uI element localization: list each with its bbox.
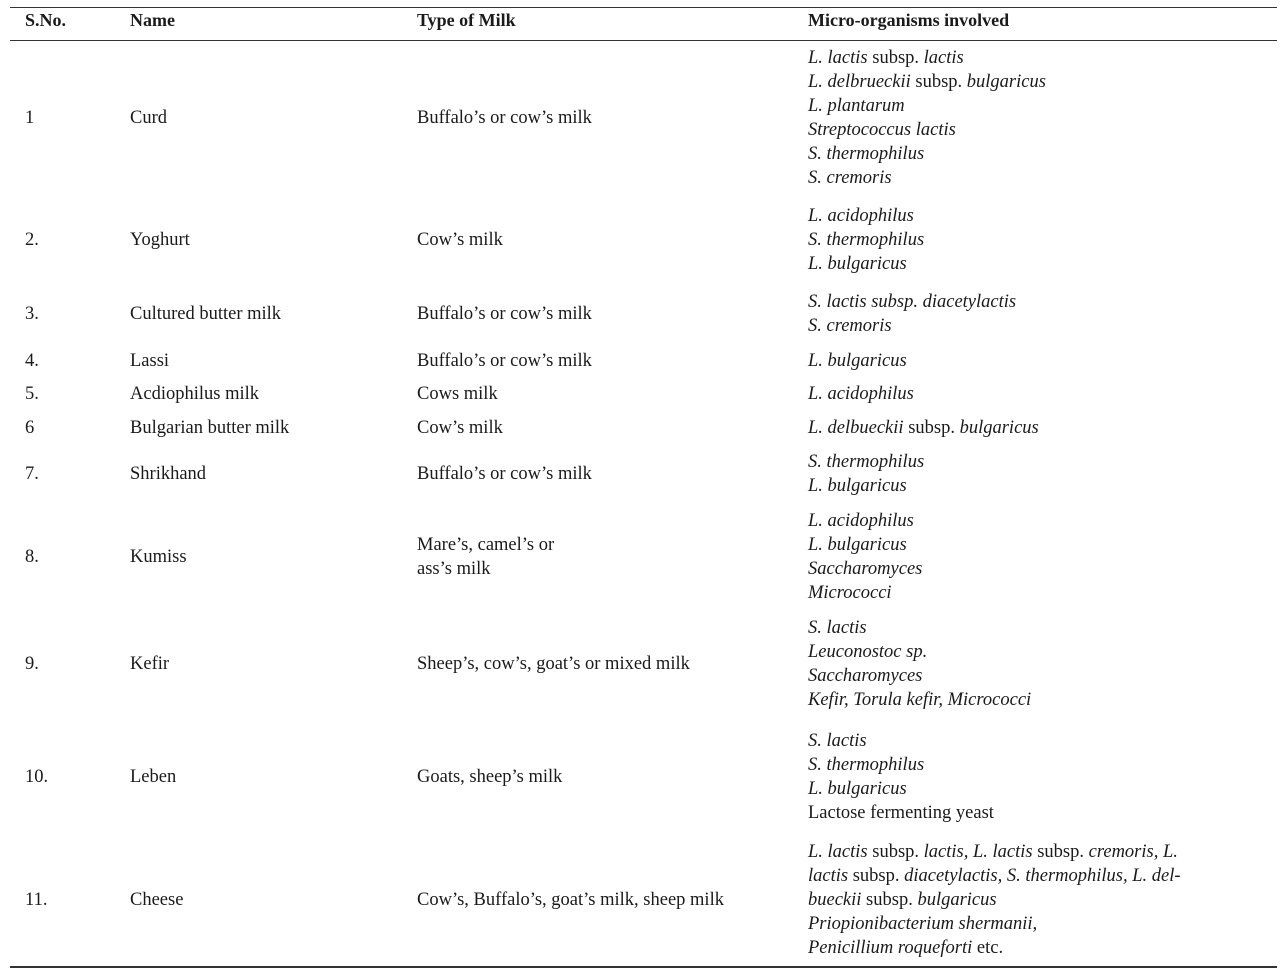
organism-text: S. lactis xyxy=(808,618,867,638)
cell-name: Kefir xyxy=(130,654,170,674)
organism-text: Saccharomyces xyxy=(808,559,923,579)
organism-text: L. bulgaricus xyxy=(808,535,907,555)
organism-line xyxy=(808,70,1046,94)
organism-line xyxy=(808,314,1016,338)
organism-line xyxy=(808,416,1039,440)
organism-text: bulgaricus xyxy=(966,72,1046,92)
cell-sno: 5. xyxy=(25,384,39,404)
organism-line xyxy=(808,474,924,498)
table-row xyxy=(0,204,1283,276)
organism-text: L. delbrueckii xyxy=(808,72,911,92)
organism-text: subsp. xyxy=(903,418,960,438)
cell-sno: 10. xyxy=(25,767,49,787)
organism-text: L. acidophilus xyxy=(808,206,914,226)
cell-organisms xyxy=(808,46,1046,190)
cell-sno: 1 xyxy=(25,108,35,128)
organism-text: bueckii xyxy=(808,890,862,910)
cell-organisms xyxy=(808,450,924,498)
cell-milk-type xyxy=(417,765,562,789)
organism-text: S. thermophilus xyxy=(808,144,925,164)
cell-milk-type xyxy=(417,888,724,912)
header-name: Name xyxy=(130,10,175,30)
organism-text: Lactose fermenting yeast xyxy=(808,803,994,823)
organism-line xyxy=(808,912,1181,936)
organism-line xyxy=(808,204,924,228)
cell-sno: 2. xyxy=(25,230,39,250)
organism-line xyxy=(808,533,922,557)
organism-line xyxy=(808,840,1181,864)
cell-sno: 6 xyxy=(25,418,35,438)
cell-sno: 4. xyxy=(25,351,39,371)
organism-text: L. plantarum xyxy=(808,96,905,116)
cell-milk-type xyxy=(417,462,592,486)
organism-text: bulgaricus xyxy=(917,890,997,910)
organism-text: lactis, L. lactis xyxy=(923,842,1033,862)
table-top-rule xyxy=(10,7,1277,8)
milk-type-line: Cow’s, Buffalo’s, goat’s milk, sheep milk xyxy=(417,890,724,910)
organism-line xyxy=(808,509,922,533)
organism-text: S. lactis subsp. diacetylactis xyxy=(808,292,1017,312)
organism-line xyxy=(808,118,1046,142)
table-row xyxy=(0,416,1283,440)
organism-line xyxy=(808,864,1181,888)
cell-organisms xyxy=(808,204,924,276)
organism-text: Kefir, Torula kefir, Micrococci xyxy=(808,690,1032,710)
milk-type-line: Buffalo’s or cow’s milk xyxy=(417,108,592,128)
cell-organisms xyxy=(808,382,914,406)
organism-text: L. bulgaricus xyxy=(808,351,907,371)
cell-sno: 7. xyxy=(25,464,39,484)
table-row xyxy=(0,290,1283,338)
table-row xyxy=(0,349,1283,373)
milk-type-line: Goats, sheep’s milk xyxy=(417,767,563,787)
organism-line xyxy=(808,688,1031,712)
table-row xyxy=(0,450,1283,498)
table-row xyxy=(0,729,1283,825)
cell-name: Lassi xyxy=(130,351,170,371)
cell-name: Bulgarian butter milk xyxy=(130,418,290,438)
organism-text: L. lactis xyxy=(808,842,868,862)
table-row xyxy=(0,46,1283,190)
cell-milk-type xyxy=(417,349,592,373)
organism-line xyxy=(808,166,1046,190)
organism-line xyxy=(808,228,924,252)
organism-line xyxy=(808,581,922,605)
organism-text: cremoris, L. xyxy=(1088,842,1178,862)
table-row xyxy=(0,509,1283,605)
organism-line xyxy=(808,777,994,801)
organism-line xyxy=(808,616,1031,640)
cell-milk-type xyxy=(417,416,503,440)
organism-text: lactis xyxy=(808,866,849,886)
organism-text: subsp. xyxy=(867,842,924,862)
organism-line xyxy=(808,382,914,406)
organism-text: S. thermophilus xyxy=(808,755,925,775)
cell-name: Yoghurt xyxy=(130,230,190,250)
cell-milk-type xyxy=(417,382,498,406)
organism-line xyxy=(808,557,922,581)
milk-type-line: Sheep’s, cow’s, goat’s or mixed milk xyxy=(417,654,690,674)
cell-milk-type xyxy=(417,228,503,252)
cell-organisms xyxy=(808,349,907,373)
organism-line xyxy=(808,450,924,474)
organism-line xyxy=(808,801,994,825)
table-row xyxy=(0,382,1283,406)
organism-text: L. lactis xyxy=(808,48,868,68)
header-organisms: Micro-organisms involved xyxy=(808,10,1010,30)
cell-milk-type xyxy=(417,302,592,326)
cell-sno: 11. xyxy=(25,890,48,910)
cell-milk-type xyxy=(417,533,554,581)
organism-line xyxy=(808,888,1181,912)
organism-line xyxy=(808,640,1031,664)
table-bottom-rule xyxy=(10,966,1277,968)
milk-type-line: Buffalo’s or cow’s milk xyxy=(417,464,592,484)
cell-sno: 9. xyxy=(25,654,39,674)
cell-organisms xyxy=(808,416,1039,440)
organism-text: S. thermophilus xyxy=(808,452,925,472)
cell-name: Leben xyxy=(130,767,177,787)
organism-text: L. delbueckii xyxy=(808,418,904,438)
cell-name: Shrikhand xyxy=(130,464,207,484)
cell-sno: 3. xyxy=(25,304,39,324)
cell-organisms xyxy=(808,840,1181,960)
organism-text: Saccharomyces xyxy=(808,666,923,686)
milk-type-line: Buffalo’s or cow’s milk xyxy=(417,351,592,371)
cell-organisms xyxy=(808,729,994,825)
cell-organisms xyxy=(808,616,1031,712)
table-row xyxy=(0,840,1283,960)
milk-type-line: Buffalo’s or cow’s milk xyxy=(417,304,592,324)
cell-milk-type xyxy=(417,652,690,676)
organism-text: diacetylactis, S. thermophilus, L. del- xyxy=(904,866,1181,886)
organism-text: L. acidophilus xyxy=(808,384,914,404)
milk-type-line: Mare’s, camel’s or xyxy=(417,535,555,555)
header-sno: S.No. xyxy=(25,10,67,30)
organism-line xyxy=(808,46,1046,70)
milk-type-line: Cows milk xyxy=(417,384,498,404)
header-milk-type: Type of Milk xyxy=(417,10,516,30)
organism-text: lactis xyxy=(923,48,964,68)
organism-text: subsp. xyxy=(848,866,905,886)
cell-organisms xyxy=(808,509,922,605)
organism-text: L. bulgaricus xyxy=(808,779,907,799)
cell-milk-type xyxy=(417,106,592,130)
table-row xyxy=(0,616,1283,712)
cell-name: Kumiss xyxy=(130,547,187,567)
organism-text: subsp. xyxy=(1032,842,1089,862)
cell-name: Acdiophilus milk xyxy=(130,384,259,404)
milk-type-line: ass’s milk xyxy=(417,559,491,579)
organism-text: S. cremoris xyxy=(808,168,892,188)
organism-text: S. thermophilus xyxy=(808,230,925,250)
organism-line xyxy=(808,94,1046,118)
organism-line xyxy=(808,252,924,276)
organism-text: L. acidophilus xyxy=(808,511,914,531)
organism-text: bulgaricus xyxy=(959,418,1039,438)
organism-text: Leuconostoc sp. xyxy=(808,642,928,662)
organism-text: subsp. xyxy=(910,72,967,92)
cell-sno: 8. xyxy=(25,547,39,567)
organism-text: subsp. xyxy=(861,890,918,910)
organism-line xyxy=(808,142,1046,166)
organism-text: Micrococci xyxy=(808,583,892,603)
header-rule xyxy=(10,40,1277,41)
organism-text: S. lactis xyxy=(808,731,867,751)
organism-text: subsp. xyxy=(867,48,924,68)
organism-text: S. cremoris xyxy=(808,316,892,336)
milk-type-line: Cow’s milk xyxy=(417,418,503,438)
organism-text: Penicillium roqueforti xyxy=(808,938,973,958)
cell-name: Curd xyxy=(130,108,167,128)
organism-text: L. bulgaricus xyxy=(808,254,907,274)
organism-line xyxy=(808,290,1016,314)
organism-line xyxy=(808,664,1031,688)
cell-organisms xyxy=(808,290,1016,338)
organism-text: Streptococcus lactis xyxy=(808,120,956,140)
organism-text: L. bulgaricus xyxy=(808,476,907,496)
organism-line xyxy=(808,729,994,753)
organism-line xyxy=(808,753,994,777)
cell-name: Cultured butter milk xyxy=(130,304,282,324)
organism-text: etc. xyxy=(972,938,1004,958)
organism-line xyxy=(808,936,1181,960)
cell-name: Cheese xyxy=(130,890,184,910)
organism-text: Priopionibacterium shermanii, xyxy=(808,914,1038,934)
organism-line xyxy=(808,349,907,373)
milk-type-line: Cow’s milk xyxy=(417,230,503,250)
